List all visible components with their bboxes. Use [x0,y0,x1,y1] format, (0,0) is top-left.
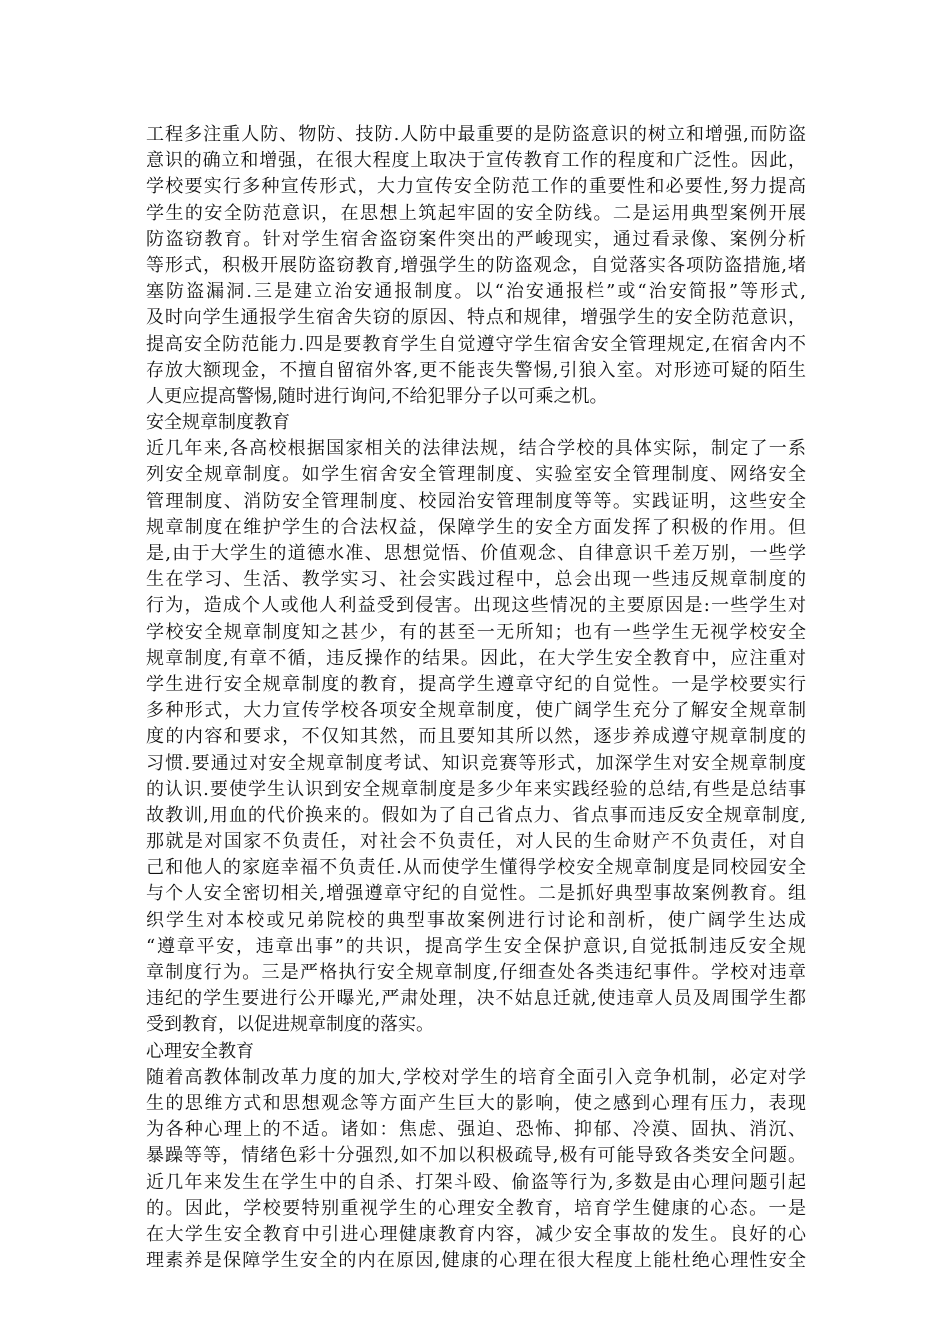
section-heading: 心理安全教育 [146,1040,254,1062]
text-line: 己和他人的家庭幸福不负责任.从而使学生懂得学校安全规章制度是同校园安全 [146,857,806,879]
text-line: 意识的确立和增强，在很大程度上取决于宣传教育工作的程度和广泛性。因此， [146,150,806,172]
text-line: 行为，造成个人或他人利益受到侵害。出现这些情况的主要原因是:一些学生对 [146,595,806,617]
text-line: 及时向学生通报学生宿舍失窃的原因、特点和规律，增强学生的安全防范意识， [146,307,806,329]
text-line: 故教训,用血的代价换来的。假如为了自己省点力、省点事而违反安全规章制度, [146,804,806,826]
text-line: 学校安全规章制度知之甚少，有的甚至一无所知；也有一些学生无视学校安全 [146,621,806,643]
text-line: 等形式，积极开展防盗窃教育,增强学生的防盗观念，自觉落实各项防盗措施,堵 [146,254,806,276]
text-line: 习惯.要通过对安全规章制度考试、知识竞赛等形式，加深学生对安全规章制度 [146,752,806,774]
text-line: 那就是对国家不负责任，对社会不负责任，对人民的生命财产不负责任，对自 [146,831,806,853]
text-line: 违纪的学生要进行公开曝光,严肃处理，决不姑息迁就,使违章人员及周围学生都 [146,988,806,1010]
text-line: 防盗窃教育。针对学生宿舍盗窃案件突出的严峻现实，通过看录像、案例分析 [146,228,806,250]
text-line: 在大学生安全教育中引进心理健康教育内容，减少安全事故的发生。良好的心 [146,1223,806,1245]
text-line: “遵章平安，违章出事”的共识，提高学生安全保护意识,自觉抵制违反安全规 [146,935,806,957]
text-line: 学生进行安全规章制度的教育，提高学生遵章守纪的自觉性。一是学校要实行 [146,673,806,695]
text-line: 列安全规章制度。如学生宿舍安全管理制度、实验室安全管理制度、网络安全 [146,464,806,486]
text-line: 与个人安全密切相关,增强遵章守纪的自觉性。二是抓好典型事故案例教育。组 [146,883,806,905]
text-line: 学校要实行多种宣传形式，大力宣传安全防范工作的重要性和必要性,努力提高 [146,176,806,198]
text-line: 为各种心理上的不适。诸如：焦虑、强迫、恐怖、抑郁、冷漠、固执、消沉、 [146,1119,806,1141]
text-line: 近几年来发生在学生中的自杀、打架斗殴、偷盗等行为,多数是由心理问题引起 [146,1171,806,1193]
text-line: 暴躁等等，情绪色彩十分强烈,如不加以积极疏导,极有可能导致各类安全问题。 [146,1145,806,1167]
text-line: 存放大额现金，不擅自留宿外客,更不能丧失警惕,引狼入室。对形迹可疑的陌生 [146,359,806,381]
text-line: 的认识.要使学生认识到安全规章制度是多少年来实践经验的总结,有些是总结事 [146,778,806,800]
text-line: 规章制度,有章不循，违反操作的结果。因此，在大学生安全教育中，应注重对 [146,647,806,669]
text-line: 近几年来,各高校根据国家相关的法律法规，结合学校的具体实际，制定了一系 [146,438,806,460]
text-line: 工程多注重人防、物防、技防.人防中最重要的是防盗意识的树立和增强,而防盗 [146,124,806,145]
section-heading: 安全规章制度教育 [146,412,290,434]
text-line: 章制度行为。三是严格执行安全规章制度,仔细查处各类违纪事件。学校对违章 [146,962,806,983]
text-line: 生的思维方式和思想观念等方面产生巨大的影响，使之感到心理有压力，表现 [146,1092,806,1114]
text-line: 管理制度、消防安全管理制度、校园治安管理制度等等。实践证明，这些安全 [146,490,806,512]
text-line: 随着高教体制改革力度的加大,学校对学生的培育全面引入竞争机制，必定对学 [146,1066,806,1088]
text-line: 受到教育，以促进规章制度的落实。 [146,1014,434,1036]
text-line: 理素养是保障学生安全的内在原因,健康的心理在很大程度上能杜绝心理性安全 [146,1250,806,1272]
text-line: 织学生对本校或兄弟院校的典型事故案例进行讨论和剖析，使广阔学生达成 [146,909,806,931]
document-page [146,122,806,1274]
text-line: 是,由于大学生的道德水准、思想觉悟、价值观念、自律意识千差万别，一些学 [146,543,806,564]
text-line: 人更应提高警惕,随时进行询问,不给犯罪分子以可乘之机。 [146,385,608,407]
text-line: 生在学习、生活、教学实习、社会实践过程中，总会出现一些违反规章制度的 [146,569,806,591]
text-line: 提高安全防范能力.四是要教育学生自觉遵守学生宿舍安全管理规定,在宿舍内不 [146,333,806,355]
text-line: 规章制度在维护学生的合法权益，保障学生的安全方面发挥了积极的作用。但 [146,516,806,538]
text-line: 塞防盗漏洞.三是建立治安通报制度。以“治安通报栏”或“治安简报”等形式, [146,281,806,303]
text-line: 的。因此，学校要特别重视学生的心理安全教育，培育学生健康的心态。一是 [146,1197,806,1219]
text-line: 度的内容和要求，不仅知其然，而且要知其所以然，逐步养成遵守规章制度的 [146,726,806,748]
text-line: 多种形式，大力宣传学校各项安全规章制度，使广阔学生充分了解安全规章制 [146,700,806,722]
text-line: 学生的安全防范意识，在思想上筑起牢固的安全防线。二是运用典型案例开展 [146,202,806,224]
